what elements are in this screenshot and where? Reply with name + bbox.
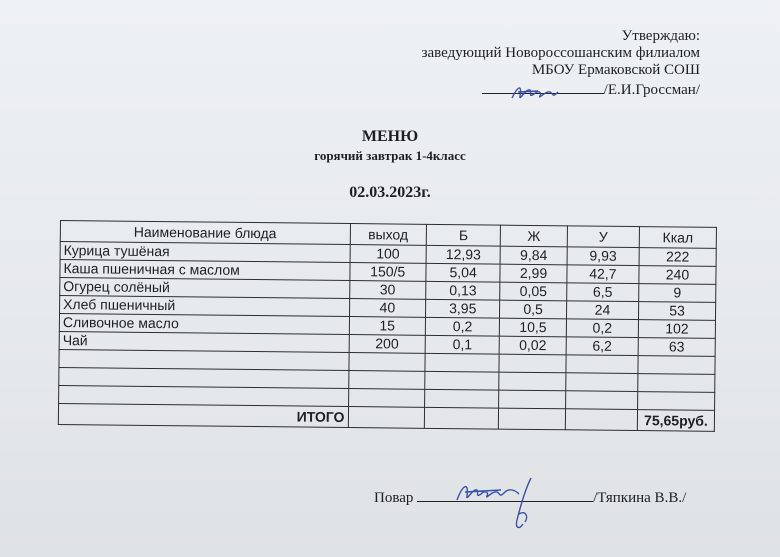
signature-underline (417, 487, 593, 502)
column-header: выход (350, 224, 427, 246)
dish-name: Огурец солёный (60, 278, 350, 299)
dish-portion: 100 (350, 245, 427, 264)
dish-portion: 30 (349, 281, 426, 300)
dish-portion: 40 (349, 299, 426, 318)
approval-signer: /Е.И.Гроссман/ (603, 82, 700, 98)
dish-fat: 2,99 (500, 264, 567, 283)
dish-carbs: 24 (566, 301, 638, 320)
cook-label: Повар (374, 490, 414, 506)
approval-line-3: МБОУ Ермаковской СОШ (531, 62, 700, 78)
dish-kcal: 53 (639, 302, 716, 321)
menu-date: 02.03.2023г. (349, 184, 431, 201)
column-header: Ж (501, 225, 568, 247)
dish-kcal: 240 (639, 266, 716, 285)
dish-carbs: 42,7 (567, 265, 639, 284)
dish-kcal: 222 (639, 248, 716, 267)
dish-fat: 0,02 (500, 336, 567, 355)
approval-block (380, 28, 700, 99)
dish-protein: 0,1 (425, 335, 500, 354)
dish-kcal: 102 (638, 320, 715, 339)
dish-fat: 9,84 (500, 246, 567, 265)
dish-name: Сливочное масло (59, 314, 349, 335)
dish-carbs: 9,93 (567, 247, 639, 266)
signature-underline (482, 79, 604, 94)
total-label: ИТОГО (58, 403, 348, 427)
dish-name: Каша пшеничная с маслом (60, 260, 350, 281)
dish-protein: 5,04 (426, 263, 501, 282)
dish-name: Чай (59, 331, 349, 352)
dish-protein: 0,13 (426, 281, 501, 300)
column-header: У (567, 226, 639, 248)
cook-signature-line (374, 487, 686, 507)
dish-portion: 150/5 (349, 263, 426, 282)
dish-kcal: 9 (639, 284, 716, 303)
dish-carbs: 6,5 (566, 283, 638, 302)
dish-fat: 0,05 (500, 282, 567, 301)
menu-title: МЕНЮ (361, 128, 419, 145)
dish-portion: 15 (349, 317, 426, 336)
column-header: Наименование блюда (60, 221, 350, 245)
dish-protein: 3,95 (426, 299, 501, 318)
dish-carbs: 0,2 (566, 319, 638, 338)
dish-fat: 0,5 (500, 300, 567, 319)
approval-line-1: Утверждаю: (621, 28, 700, 44)
dish-protein: 0,2 (425, 317, 500, 336)
total-value: 75,65руб. (637, 410, 714, 432)
dish-fat: 10,5 (500, 318, 567, 337)
menu-subtitle: горячий завтрак 1-4класс (314, 148, 466, 163)
dish-portion: 200 (349, 335, 426, 354)
column-header: Ккал (639, 227, 716, 249)
dish-kcal: 63 (638, 338, 715, 357)
approval-signature-line (380, 79, 700, 99)
approval-line-2: заведующий Новороссошанским филиалом (421, 45, 700, 61)
dish-name: Хлеб пшеничный (60, 296, 350, 317)
cook-signer: /Тяпкина В.В./ (593, 490, 687, 506)
dish-carbs: 6,2 (566, 337, 638, 356)
dish-name: Курица тушёная (60, 242, 350, 263)
menu-table (58, 220, 717, 432)
column-header: Б (426, 224, 501, 246)
dish-protein: 12,93 (426, 245, 501, 264)
